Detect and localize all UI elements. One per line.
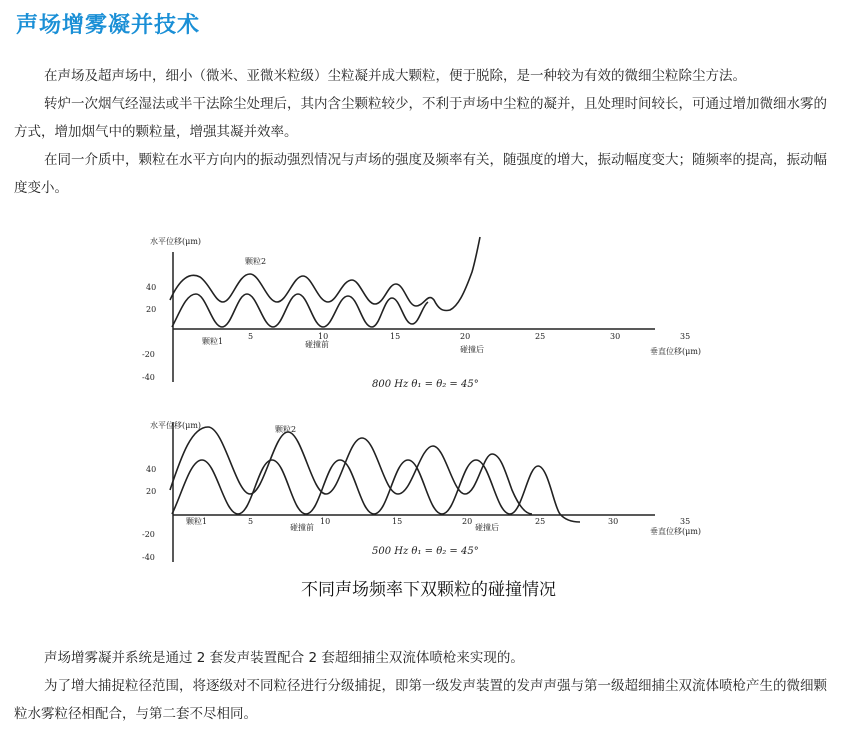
paragraph-converter: [14, 90, 840, 146]
x-tick: 35: [680, 332, 691, 341]
condition-label: 500 Hz θ₁ = θ₂ = 45°: [372, 546, 479, 557]
panel-500hz-labels: [142, 420, 701, 562]
paragraph-intro: [14, 62, 840, 90]
paragraph-text: 为了增大捕捉粒径范围，将逐级对不同粒径进行分级捕捉，即第一级发声装置的发声声强与第一级超细捕尘双流体喷枪产生的微细颗粒水雾粒径相配合，与第二套不尽相同。: [14, 678, 827, 722]
y-tick: 20: [146, 487, 157, 496]
x-tick: 10: [320, 517, 331, 526]
after-label: 碰撞后: [475, 523, 499, 532]
x-tick: 15: [392, 517, 403, 526]
particle-1-curve: [172, 294, 428, 327]
x-tick: 10: [318, 332, 329, 341]
collision-figure: [140, 232, 720, 572]
after-label: 碰撞后: [460, 345, 484, 354]
x-tick: 30: [608, 517, 619, 526]
paragraph-staged-capture: [14, 672, 840, 728]
y-axis-label: 水平位移(μm): [150, 237, 202, 246]
y-axis-label: 水平位移(μm): [150, 421, 202, 430]
paragraph-vibration: [14, 146, 840, 202]
panel-500hz: [170, 422, 655, 562]
particle-2-label: 颗粒2: [245, 257, 267, 266]
paragraph-text: 在声场及超声场中，细小（微米、亚微米粒级）尘粒凝并成大颗粒，便于脱除，是一种较为有效的微细尘粒除尘方法。: [44, 68, 746, 84]
x-tick: 35: [680, 517, 691, 526]
particle-2-curve: [170, 237, 480, 311]
before-label: 碰撞前: [305, 340, 329, 349]
page-title: 声场增雾凝并技术: [16, 13, 201, 38]
paragraph-system: [14, 644, 840, 672]
collision-diagram: [140, 232, 720, 572]
y-tick: 40: [146, 465, 157, 474]
x-tick: 25: [535, 332, 546, 341]
y-tick: -20: [142, 530, 155, 539]
paragraph-text: 声场增雾凝并系统是通过 2 套发声装置配合 2 套超细捕尘双流体喷枪来实现的。: [44, 650, 524, 666]
y-tick: 20: [146, 305, 157, 314]
y-tick: 40: [146, 283, 157, 292]
paragraph-text: 在同一介质中，颗粒在水平方向内的振动强烈情况与声场的强度及频率有关，随强度的增大，振动幅度变大；随频率的提高，振动幅度变小。: [14, 152, 827, 196]
x-tick: 25: [535, 517, 546, 526]
x-tick: 30: [610, 332, 621, 341]
paragraph-text: 转炉一次烟气经湿法或半干法除尘处理后，其内含尘颗粒较少，不利于声场中尘粒的凝并，且处理时间较长，可通过增加微细水雾的方式，增加烟气中的颗粒量，增强其凝并效率。: [14, 96, 827, 140]
particle-1-label: 颗粒1: [202, 337, 224, 346]
particle-1-label: 颗粒1: [186, 517, 208, 526]
condition-label: 800 Hz θ₁ = θ₂ = 45°: [372, 379, 479, 390]
y-tick: -40: [142, 553, 155, 562]
y-tick: -40: [142, 373, 155, 382]
panel-800hz: [170, 237, 655, 382]
x-tick: 20: [462, 517, 473, 526]
x-tick: 20: [460, 332, 471, 341]
x-tick: 15: [390, 332, 401, 341]
before-label: 碰撞前: [290, 523, 314, 532]
x-tick: 5: [248, 332, 254, 341]
figure-caption: 不同声场频率下双颗粒的碰撞情况: [301, 580, 556, 600]
x-tick: 5: [248, 517, 254, 526]
x-axis-label: 垂直位移(μm): [650, 347, 702, 356]
x-axis-label: 垂直位移(μm): [650, 527, 702, 536]
particle-2-label: 颗粒2: [275, 425, 297, 434]
y-tick: -20: [142, 350, 155, 359]
